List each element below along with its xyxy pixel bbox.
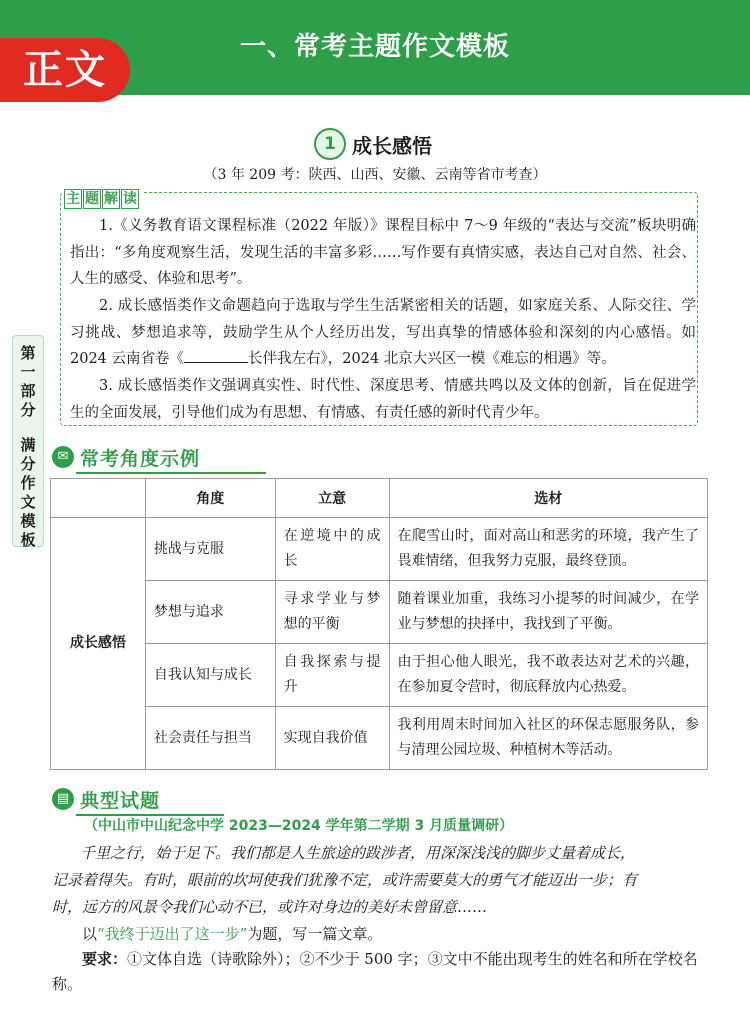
idea-cell: 在逆境中的成长 — [275, 518, 389, 581]
table-row — [51, 518, 708, 581]
table-header: 选材 — [389, 479, 708, 518]
table-row — [51, 581, 708, 644]
material-cell: 我利用周末时间加入社区的环保志愿服务队，参与清理公园垃圾、种植树木等活动。 — [389, 707, 708, 770]
idea-cell: 自我探索与提升 — [275, 644, 389, 707]
prompt-pre: 以 — [82, 925, 98, 943]
p2-text-a: 2. 成长感悟类作文命题趋向于选取与学生生活紧密相关的话题，如家庭关系、人际交往、学习挑战、梦想追求等，鼓励学生从个人经历出发，写出真挚的情感体验和深刻的内心感悟。如 2024 云南省卷《 — [70, 298, 696, 367]
table-row — [51, 644, 708, 707]
document-icon: ▤ — [52, 788, 74, 810]
angle-cell: 自我认知与成长 — [145, 644, 275, 707]
material-cell: 由于担心他人眼光，我不敢表达对艺术的兴趣，在参加夏令营时，彻底释放内心热爱。 — [389, 644, 708, 707]
angles-title-underline — [76, 472, 266, 474]
theme-paragraph-1: 1.《义务教育语文课程标准（2022 年版）》课程目标中 7～9 年级的“表达与交流”板块明确指出：“多角度观察生活，发现生活的丰富多彩……写作要有真情实感，表达自己对自然、社会、人生的感受、体验和思考”。 — [70, 218, 696, 287]
table-header-empty — [51, 479, 146, 518]
prompt-post: 为题，写一篇文章。 — [247, 925, 383, 943]
table-row — [51, 707, 708, 770]
category-cell: 成长感悟 — [51, 518, 146, 770]
angle-cell: 挑战与克服 — [145, 518, 275, 581]
chat-icon: ✉ — [52, 446, 74, 468]
label-char: 读 — [123, 191, 137, 207]
p2-text-b: 长伴我左右》，2024 北京大兴区一模《难忘的相遇》等。 — [248, 351, 616, 367]
topic-title: 成长感悟 — [352, 134, 432, 158]
side-subtitle — [13, 436, 43, 550]
table-header: 立意 — [275, 479, 389, 518]
angle-cell: 梦想与追求 — [145, 581, 275, 644]
example-title-text: 典型试题 — [80, 790, 161, 812]
requirement-label: 要求： — [82, 950, 128, 968]
table-header-row — [51, 479, 708, 518]
prompt-title: “我终于迈出了这一步” — [97, 925, 248, 943]
requirement-text: ①文体自选（诗歌除外）；②不少于 500 字；③文中不能出现考生的姓名和所在学校名称。 — [52, 950, 698, 993]
label-char: 主 — [66, 191, 80, 207]
theme-paragraph-3: 3. 成长感悟类作文强调真实性、时代性、深度思考、情感共鸣以及文体的创新，旨在促进学生的全面发展，引导他们成为有思想、有情感、有责任感的新时代青少年。 — [70, 378, 696, 421]
angles-title-text: 常考角度示例 — [80, 448, 201, 470]
theme-paragraph-2 — [70, 293, 696, 373]
side-part-label — [13, 344, 43, 420]
section-tag: 正文 — [0, 38, 130, 102]
angle-cell: 社会责任与担当 — [145, 707, 275, 770]
exam-task — [52, 922, 708, 997]
topic-number: 1 — [314, 128, 346, 160]
label-char: 题 — [85, 191, 99, 207]
side-part-text: 第一部分 — [20, 344, 36, 419]
side-subtitle-text: 满分作文模板 — [20, 436, 36, 549]
side-tab — [12, 335, 44, 547]
exam-quote — [52, 840, 642, 921]
fill-blank — [184, 348, 248, 363]
topic-subtitle: （3 年 209 考：陕西、山西、安徽、云南等省市考查） — [203, 167, 547, 183]
header-title: 一、常考主题作文模板 — [239, 32, 510, 62]
table-header: 角度 — [145, 479, 275, 518]
label-char: 解 — [104, 191, 118, 207]
exam-source: （中山市中山纪念中学 2023—2024 学年第二学期 3 月质量调研） — [84, 818, 514, 834]
quote-text: 千里之行，始于足下。我们都是人生旅途的跋涉者，用深深浅浅的脚步丈量着成长，记录着得失。有时，眼前的坎坷使我们犹豫不定，或许需要莫大的勇气才能迈出一步；有时，远方的风景令我们心动不已，或许对身边的美好未曾留意…… — [52, 844, 638, 916]
angles-table — [50, 478, 708, 770]
theme-box-label — [62, 188, 142, 209]
idea-cell: 实现自我价值 — [275, 707, 389, 770]
material-cell: 随着课业加重，我练习小提琴的时间减少，在学业与梦想的抉择中，我找到了平衡。 — [389, 581, 708, 644]
idea-cell: 寻求学业与梦想的平衡 — [275, 581, 389, 644]
material-cell: 在爬雪山时，面对高山和恶劣的环境，我产生了畏难情绪，但我努力克服，最终登顶。 — [389, 518, 708, 581]
